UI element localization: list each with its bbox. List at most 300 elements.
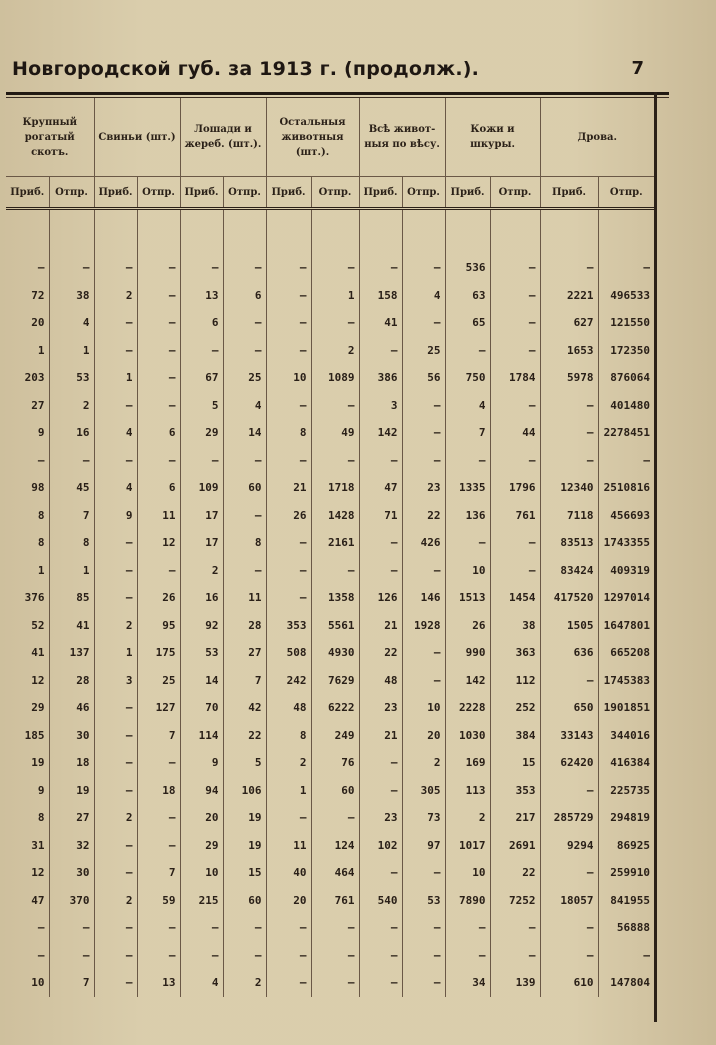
table-cell: 29 bbox=[180, 832, 223, 860]
table-row bbox=[6, 914, 654, 942]
table-cell: — bbox=[223, 942, 266, 970]
table-cell: 114 bbox=[180, 722, 223, 750]
table-cell: — bbox=[266, 914, 311, 942]
table-cell: 285729 bbox=[540, 804, 598, 832]
table-cell: 23 bbox=[359, 804, 402, 832]
table-cell: 8 bbox=[37, 508, 45, 522]
table-cell: 53 bbox=[402, 887, 445, 915]
table-cell: — bbox=[266, 942, 311, 970]
table-cell: — bbox=[490, 254, 540, 282]
table-cell: 2 bbox=[445, 804, 490, 832]
table-cell: 83424 bbox=[540, 557, 598, 585]
table-cell: 1743355 bbox=[598, 529, 654, 557]
table-cell: — bbox=[402, 639, 445, 667]
table-cell: 9 bbox=[37, 426, 45, 440]
table-cell: 7 bbox=[49, 969, 94, 997]
table-cell: 17 bbox=[180, 529, 223, 557]
table-cell: 17 bbox=[180, 502, 223, 530]
table-cell: 416384 bbox=[598, 749, 654, 777]
table-cell: — bbox=[137, 557, 180, 585]
table-row bbox=[6, 254, 654, 282]
table-cell: 70 bbox=[180, 694, 223, 722]
table-cell: 21 bbox=[359, 612, 402, 640]
table-cell: 384 bbox=[490, 722, 540, 750]
table-cell: 2221 bbox=[540, 282, 598, 310]
table-cell: 1 bbox=[266, 777, 311, 805]
group-header-row bbox=[6, 98, 654, 177]
table-cell: 1 bbox=[37, 343, 45, 357]
table-cell: 136 bbox=[445, 502, 490, 530]
table-cell: 45 bbox=[49, 474, 94, 502]
subheader-cell: Приб. bbox=[180, 177, 223, 209]
table-cell: — bbox=[137, 282, 180, 310]
table-cell: 7 bbox=[223, 667, 266, 695]
table-cell: 5561 bbox=[311, 612, 359, 640]
table-cell: — bbox=[223, 337, 266, 365]
table-cell: — bbox=[49, 942, 94, 970]
table-cell: 19 bbox=[223, 832, 266, 860]
table-cell: 28 bbox=[49, 667, 94, 695]
table-cell: — bbox=[540, 914, 598, 942]
table-cell: — bbox=[359, 557, 402, 585]
table-cell: — bbox=[137, 337, 180, 365]
table-cell: — bbox=[49, 254, 94, 282]
table-cell: 20 bbox=[402, 722, 445, 750]
table-cell: 1 bbox=[311, 282, 359, 310]
table-cell: — bbox=[94, 529, 137, 557]
subheader-cell: Отпр. bbox=[598, 177, 654, 209]
table-row bbox=[6, 749, 654, 777]
table-cell: 41 bbox=[359, 309, 402, 337]
table-cell: 1 bbox=[49, 557, 94, 585]
table-cell: 29 bbox=[180, 419, 223, 447]
table-cell: 25 bbox=[223, 364, 266, 392]
table-cell: 7629 bbox=[311, 667, 359, 695]
table-cell: — bbox=[137, 942, 180, 970]
table-cell: 1 bbox=[37, 563, 45, 577]
table-cell: 158 bbox=[359, 282, 402, 310]
table-cell: 60 bbox=[311, 777, 359, 805]
table-cell: 16 bbox=[180, 584, 223, 612]
table-cell: 8 bbox=[49, 529, 94, 557]
table-cell: 841955 bbox=[598, 887, 654, 915]
table-cell: — bbox=[266, 337, 311, 365]
table-cell: 1017 bbox=[445, 832, 490, 860]
table-cell: 12 bbox=[31, 866, 45, 880]
table-row bbox=[6, 447, 654, 475]
table-row bbox=[6, 282, 654, 310]
table-cell: — bbox=[402, 969, 445, 997]
subheader-cell: Приб. bbox=[359, 177, 402, 209]
group-header-animals-by-weight: Всѣ живот-ныя по вѣсу. bbox=[359, 98, 445, 177]
table-cell: 1745383 bbox=[598, 667, 654, 695]
table-cell: 20 bbox=[266, 887, 311, 915]
table-cell: 47 bbox=[31, 893, 45, 907]
table-cell: 44 bbox=[490, 419, 540, 447]
table-cell: 20 bbox=[31, 316, 45, 330]
table-cell: 71 bbox=[359, 502, 402, 530]
table-cell: 2 bbox=[266, 749, 311, 777]
table-cell: 15 bbox=[490, 749, 540, 777]
table-row bbox=[6, 584, 654, 612]
table-cell: 8 bbox=[37, 536, 45, 550]
table-cell: — bbox=[445, 942, 490, 970]
table-cell: 1901851 bbox=[598, 694, 654, 722]
table-spacer-row bbox=[6, 209, 654, 255]
subheader-cell: Приб. bbox=[94, 177, 137, 209]
table-cell: 4 bbox=[223, 392, 266, 420]
table-cell: — bbox=[223, 914, 266, 942]
subheader-cell: Отпр. bbox=[137, 177, 180, 209]
table-cell: 1335 bbox=[445, 474, 490, 502]
table-row bbox=[6, 502, 654, 530]
table-cell: — bbox=[94, 337, 137, 365]
table-cell: 1718 bbox=[311, 474, 359, 502]
table-cell: 10 bbox=[266, 364, 311, 392]
group-header-other-animals: Остальныя животныя (шт.). bbox=[266, 98, 359, 177]
table-cell: 13 bbox=[180, 282, 223, 310]
table-cell: 8 bbox=[223, 529, 266, 557]
table-cell: — bbox=[490, 557, 540, 585]
table-cell: 60 bbox=[223, 474, 266, 502]
table-cell: 6222 bbox=[311, 694, 359, 722]
table-cell: — bbox=[540, 392, 598, 420]
table-cell: 34 bbox=[445, 969, 490, 997]
table-cell: 7118 bbox=[540, 502, 598, 530]
subheader-cell: Отпр. bbox=[223, 177, 266, 209]
table-cell: — bbox=[359, 447, 402, 475]
table-cell: — bbox=[311, 914, 359, 942]
table-cell: 12 bbox=[31, 673, 45, 687]
table-cell: — bbox=[266, 529, 311, 557]
table-cell: 19 bbox=[31, 756, 45, 770]
table-cell: — bbox=[359, 337, 402, 365]
table-cell: 363 bbox=[490, 639, 540, 667]
table-cell: — bbox=[223, 309, 266, 337]
table-cell: 1796 bbox=[490, 474, 540, 502]
table-cell: 126 bbox=[359, 584, 402, 612]
table-cell: 26 bbox=[266, 502, 311, 530]
table-cell: 30 bbox=[49, 859, 94, 887]
table-cell: 40 bbox=[266, 859, 311, 887]
table-cell: 62420 bbox=[540, 749, 598, 777]
table-cell: 5 bbox=[223, 749, 266, 777]
table-cell: — bbox=[402, 557, 445, 585]
table-cell: — bbox=[540, 419, 598, 447]
table-cell: — bbox=[94, 254, 137, 282]
table-cell: — bbox=[359, 529, 402, 557]
table-row bbox=[6, 639, 654, 667]
table-cell: 23 bbox=[402, 474, 445, 502]
table-cell: — bbox=[490, 309, 540, 337]
subheader-cell: Приб. bbox=[540, 177, 598, 209]
table-cell: — bbox=[94, 777, 137, 805]
table-cell: 456693 bbox=[598, 502, 654, 530]
table-cell: — bbox=[402, 447, 445, 475]
table-cell: 11 bbox=[137, 502, 180, 530]
table-cell: 540 bbox=[359, 887, 402, 915]
table-cell: — bbox=[94, 942, 137, 970]
table-cell: 22 bbox=[223, 722, 266, 750]
table-cell: 761 bbox=[490, 502, 540, 530]
table-cell: 41 bbox=[31, 646, 45, 660]
page-number: 7 bbox=[631, 58, 644, 79]
group-header-pigs: Свиньи (шт.) bbox=[94, 98, 180, 177]
table-cell: 127 bbox=[137, 694, 180, 722]
table-cell: 9 bbox=[94, 502, 137, 530]
group-header-horses: Лошади и жереб. (шт.). bbox=[180, 98, 266, 177]
table-cell: 9 bbox=[180, 749, 223, 777]
table-cell: 76 bbox=[311, 749, 359, 777]
table-cell: 23 bbox=[359, 694, 402, 722]
table-cell: 26 bbox=[137, 584, 180, 612]
table-cell: 18057 bbox=[540, 887, 598, 915]
group-header-hides: Кожи и шкуры. bbox=[445, 98, 540, 177]
table-cell: 2 bbox=[94, 282, 137, 310]
table-cell: 27 bbox=[223, 639, 266, 667]
table-cell: — bbox=[402, 419, 445, 447]
table-row bbox=[6, 419, 654, 447]
table-cell: 252 bbox=[490, 694, 540, 722]
table-cell: 203 bbox=[24, 371, 45, 385]
table-cell: — bbox=[359, 914, 402, 942]
table-cell: — bbox=[223, 447, 266, 475]
table-cell: 21 bbox=[359, 722, 402, 750]
table-cell: 10 bbox=[445, 859, 490, 887]
table-cell: 1647801 bbox=[598, 612, 654, 640]
table-cell: 6 bbox=[137, 474, 180, 502]
table-cell: 636 bbox=[540, 639, 598, 667]
table-cell: — bbox=[94, 749, 137, 777]
table-row bbox=[6, 969, 654, 997]
table-cell: 2278451 bbox=[598, 419, 654, 447]
table-cell: 217 bbox=[490, 804, 540, 832]
table-row bbox=[6, 722, 654, 750]
table-cell: — bbox=[490, 914, 540, 942]
table-cell: 2 bbox=[223, 969, 266, 997]
table-cell: 42 bbox=[223, 694, 266, 722]
table-cell: — bbox=[311, 309, 359, 337]
table-cell: 109 bbox=[180, 474, 223, 502]
table-cell: — bbox=[94, 722, 137, 750]
table-cell: — bbox=[94, 392, 137, 420]
table-cell: 5 bbox=[180, 392, 223, 420]
table-cell: — bbox=[137, 447, 180, 475]
table-cell: 94 bbox=[180, 777, 223, 805]
table-cell: — bbox=[598, 447, 654, 475]
table-cell: — bbox=[266, 254, 311, 282]
table-cell: — bbox=[359, 942, 402, 970]
table-cell: 4 bbox=[94, 419, 137, 447]
table-cell: — bbox=[94, 832, 137, 860]
table-cell: 2 bbox=[180, 557, 223, 585]
table-cell: — bbox=[94, 969, 137, 997]
table-cell: — bbox=[402, 309, 445, 337]
table-cell: 1513 bbox=[445, 584, 490, 612]
subheader-cell: Отпр. bbox=[311, 177, 359, 209]
table-cell: 1428 bbox=[311, 502, 359, 530]
table-cell: — bbox=[359, 254, 402, 282]
table-cell: 401480 bbox=[598, 392, 654, 420]
table-cell: 31 bbox=[31, 838, 45, 852]
table-cell: 8 bbox=[37, 811, 45, 825]
table-cell: 4 bbox=[402, 282, 445, 310]
table-cell: 627 bbox=[540, 309, 598, 337]
table-cell: — bbox=[137, 254, 180, 282]
table-body bbox=[6, 209, 654, 997]
table-cell: 1 bbox=[94, 364, 137, 392]
table-cell: 1358 bbox=[311, 584, 359, 612]
table-cell: — bbox=[402, 667, 445, 695]
table-cell: — bbox=[445, 529, 490, 557]
table-cell: — bbox=[37, 948, 45, 962]
table-cell: 52 bbox=[31, 618, 45, 632]
table-cell: 353 bbox=[266, 612, 311, 640]
table-cell: 32 bbox=[49, 832, 94, 860]
table-cell: 9 bbox=[37, 783, 45, 797]
table-cell: 2 bbox=[94, 804, 137, 832]
table-cell: 1454 bbox=[490, 584, 540, 612]
subheader-cell: Отпр. bbox=[402, 177, 445, 209]
table-cell: — bbox=[180, 447, 223, 475]
table-cell: — bbox=[137, 832, 180, 860]
table-cell: 63 bbox=[445, 282, 490, 310]
table-cell: 47 bbox=[359, 474, 402, 502]
table-cell: 4 bbox=[445, 392, 490, 420]
table-cell: 7 bbox=[49, 502, 94, 530]
table-row bbox=[6, 694, 654, 722]
table-cell: 10 bbox=[402, 694, 445, 722]
table-cell: — bbox=[359, 777, 402, 805]
table-cell: 169 bbox=[445, 749, 490, 777]
table-cell: 11 bbox=[223, 584, 266, 612]
table-cell: 344016 bbox=[598, 722, 654, 750]
table-cell: 1653 bbox=[540, 337, 598, 365]
table-cell: 305 bbox=[402, 777, 445, 805]
table-cell: 13 bbox=[137, 969, 180, 997]
table-cell: 92 bbox=[180, 612, 223, 640]
table-cell: 249 bbox=[311, 722, 359, 750]
table-cell: 25 bbox=[402, 337, 445, 365]
table-cell: 4 bbox=[49, 309, 94, 337]
table-cell: 48 bbox=[359, 667, 402, 695]
table-cell: — bbox=[94, 309, 137, 337]
table-cell: — bbox=[137, 914, 180, 942]
table-cell: — bbox=[94, 914, 137, 942]
table-row bbox=[6, 667, 654, 695]
table-cell: 26 bbox=[445, 612, 490, 640]
table-cell: — bbox=[180, 942, 223, 970]
table-cell: 426 bbox=[402, 529, 445, 557]
table-cell: 142 bbox=[359, 419, 402, 447]
table-cell: 1784 bbox=[490, 364, 540, 392]
table-cell: 83513 bbox=[540, 529, 598, 557]
table-cell: 10 bbox=[180, 859, 223, 887]
table-cell: — bbox=[137, 309, 180, 337]
subheader-cell: Приб. bbox=[445, 177, 490, 209]
table-cell: — bbox=[223, 557, 266, 585]
table-cell: — bbox=[180, 914, 223, 942]
table-cell: 20 bbox=[180, 804, 223, 832]
table-cell: 650 bbox=[540, 694, 598, 722]
table-cell: — bbox=[402, 942, 445, 970]
table-cell: 12 bbox=[137, 529, 180, 557]
table-cell: — bbox=[359, 749, 402, 777]
table-cell: 146 bbox=[402, 584, 445, 612]
table-cell: 19 bbox=[49, 777, 94, 805]
table-cell: 2510816 bbox=[598, 474, 654, 502]
table-cell: 38 bbox=[490, 612, 540, 640]
table-cell: — bbox=[402, 914, 445, 942]
table-cell: 6 bbox=[137, 419, 180, 447]
table-cell: — bbox=[266, 447, 311, 475]
table-cell: — bbox=[266, 804, 311, 832]
table-right-rule bbox=[654, 92, 657, 1022]
table-cell: 7252 bbox=[490, 887, 540, 915]
table-cell: 8 bbox=[266, 419, 311, 447]
table-cell: — bbox=[37, 261, 45, 275]
table-cell: 2 bbox=[402, 749, 445, 777]
table-cell: 386 bbox=[359, 364, 402, 392]
table-cell: 21 bbox=[266, 474, 311, 502]
table-cell: — bbox=[266, 282, 311, 310]
table-cell: 6 bbox=[223, 282, 266, 310]
table-cell: 14 bbox=[223, 419, 266, 447]
subheader-row bbox=[6, 177, 654, 209]
table-cell: 259910 bbox=[598, 859, 654, 887]
table-cell: — bbox=[94, 447, 137, 475]
table-cell: 4930 bbox=[311, 639, 359, 667]
table-cell: — bbox=[540, 447, 598, 475]
table-cell: 1505 bbox=[540, 612, 598, 640]
table-cell: 38 bbox=[49, 282, 94, 310]
table-cell: 7 bbox=[137, 722, 180, 750]
table-cell: 147804 bbox=[598, 969, 654, 997]
table-cell: 18 bbox=[137, 777, 180, 805]
table-cell: 112 bbox=[490, 667, 540, 695]
subheader-cell: Приб. bbox=[6, 177, 49, 209]
group-header-cattle: Крупный рогатый скотъ. bbox=[6, 98, 94, 177]
table-cell: 1 bbox=[94, 639, 137, 667]
table-cell: — bbox=[402, 859, 445, 887]
table-cell: — bbox=[445, 914, 490, 942]
table-cell: 56888 bbox=[598, 914, 654, 942]
table-cell: 60 bbox=[223, 887, 266, 915]
table-cell: — bbox=[94, 584, 137, 612]
table-cell: 3 bbox=[359, 392, 402, 420]
table-cell: — bbox=[311, 254, 359, 282]
table-cell: — bbox=[49, 447, 94, 475]
table-cell: 665208 bbox=[598, 639, 654, 667]
table-row bbox=[6, 364, 654, 392]
table-cell: — bbox=[598, 254, 654, 282]
table-cell: — bbox=[490, 337, 540, 365]
table-cell: — bbox=[223, 254, 266, 282]
table-cell: 30 bbox=[49, 722, 94, 750]
table-row bbox=[6, 309, 654, 337]
table-cell: — bbox=[311, 557, 359, 585]
table-cell: — bbox=[490, 529, 540, 557]
table-cell: 409319 bbox=[598, 557, 654, 585]
table-cell: 46 bbox=[49, 694, 94, 722]
table-cell: 137 bbox=[49, 639, 94, 667]
table-cell: 139 bbox=[490, 969, 540, 997]
table-cell: 142 bbox=[445, 667, 490, 695]
table-cell: 4 bbox=[94, 474, 137, 502]
table-row bbox=[6, 529, 654, 557]
table-cell: 97 bbox=[402, 832, 445, 860]
table-cell: 59 bbox=[137, 887, 180, 915]
